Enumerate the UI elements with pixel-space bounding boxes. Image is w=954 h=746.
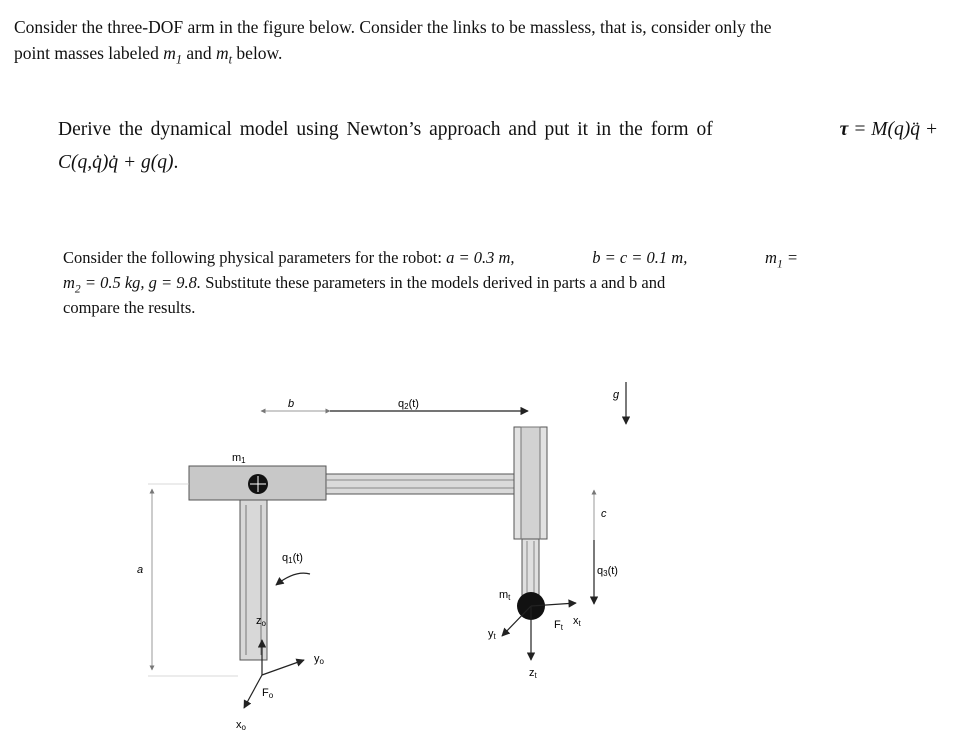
parameters-line-2: $m_2 = 0.5$ kg, g = 9.8. Substitute these parameters in the models derived in parts a and b and (63, 273, 666, 296)
derive-line-1: Derive the dynamical model using Newton’s approach and put it in the form of τ = M(q)q̈ + (58, 113, 938, 146)
label-g: g (613, 389, 620, 401)
label-xt: xt (573, 615, 581, 628)
label-mt: mt (499, 589, 511, 602)
parameters-line-1: Consider the following physical parameters for the robot: a = 0.3 m, b = c = 0.1 m, $m_1$ = (63, 248, 798, 271)
label-m1: m1 (232, 452, 246, 465)
x0-axis (244, 675, 262, 708)
label-q2: q2(t) (398, 398, 419, 411)
label-x0: xo (236, 719, 246, 732)
label-b: b (288, 398, 295, 410)
vertical-end-link-inner (521, 427, 540, 539)
label-c: c (601, 508, 607, 520)
equation-part-1: τ = M(q)q̈ + (839, 119, 938, 140)
label-zt: zt (529, 667, 537, 680)
lower-rod (522, 539, 539, 599)
mt-symbol: $m_t$ (216, 43, 233, 67)
intro-line-2: point masses labeled $m_1$ and $m_t$ below. (14, 43, 283, 67)
label-yt: yt (488, 628, 496, 641)
intro-line-1: Consider the three-DOF arm in the figure below. Consider the links to be massless, that is, consider only the (14, 17, 772, 37)
base-link (240, 500, 267, 660)
parameters-line-3: compare the results. (63, 298, 196, 317)
label-a: a (137, 564, 144, 576)
q1-rotation-arrow (276, 573, 310, 585)
label-ft: Ft (554, 619, 563, 632)
y0-axis (262, 660, 304, 675)
label-f0: Fo (262, 687, 274, 700)
horizontal-link (326, 474, 514, 494)
m1-symbol: $m_1$ (163, 43, 182, 67)
yt-axis (502, 606, 531, 636)
label-q1: q1(t) (282, 552, 303, 565)
label-q3: q3(t) (597, 565, 618, 578)
label-z0: zo (256, 615, 266, 628)
equation-part-2: C(q,q̇)q̇ + g(q) (58, 152, 174, 173)
derive-line-2: C(q,q̇)q̇ + g(q). (58, 152, 179, 173)
label-y0: yo (314, 653, 324, 666)
